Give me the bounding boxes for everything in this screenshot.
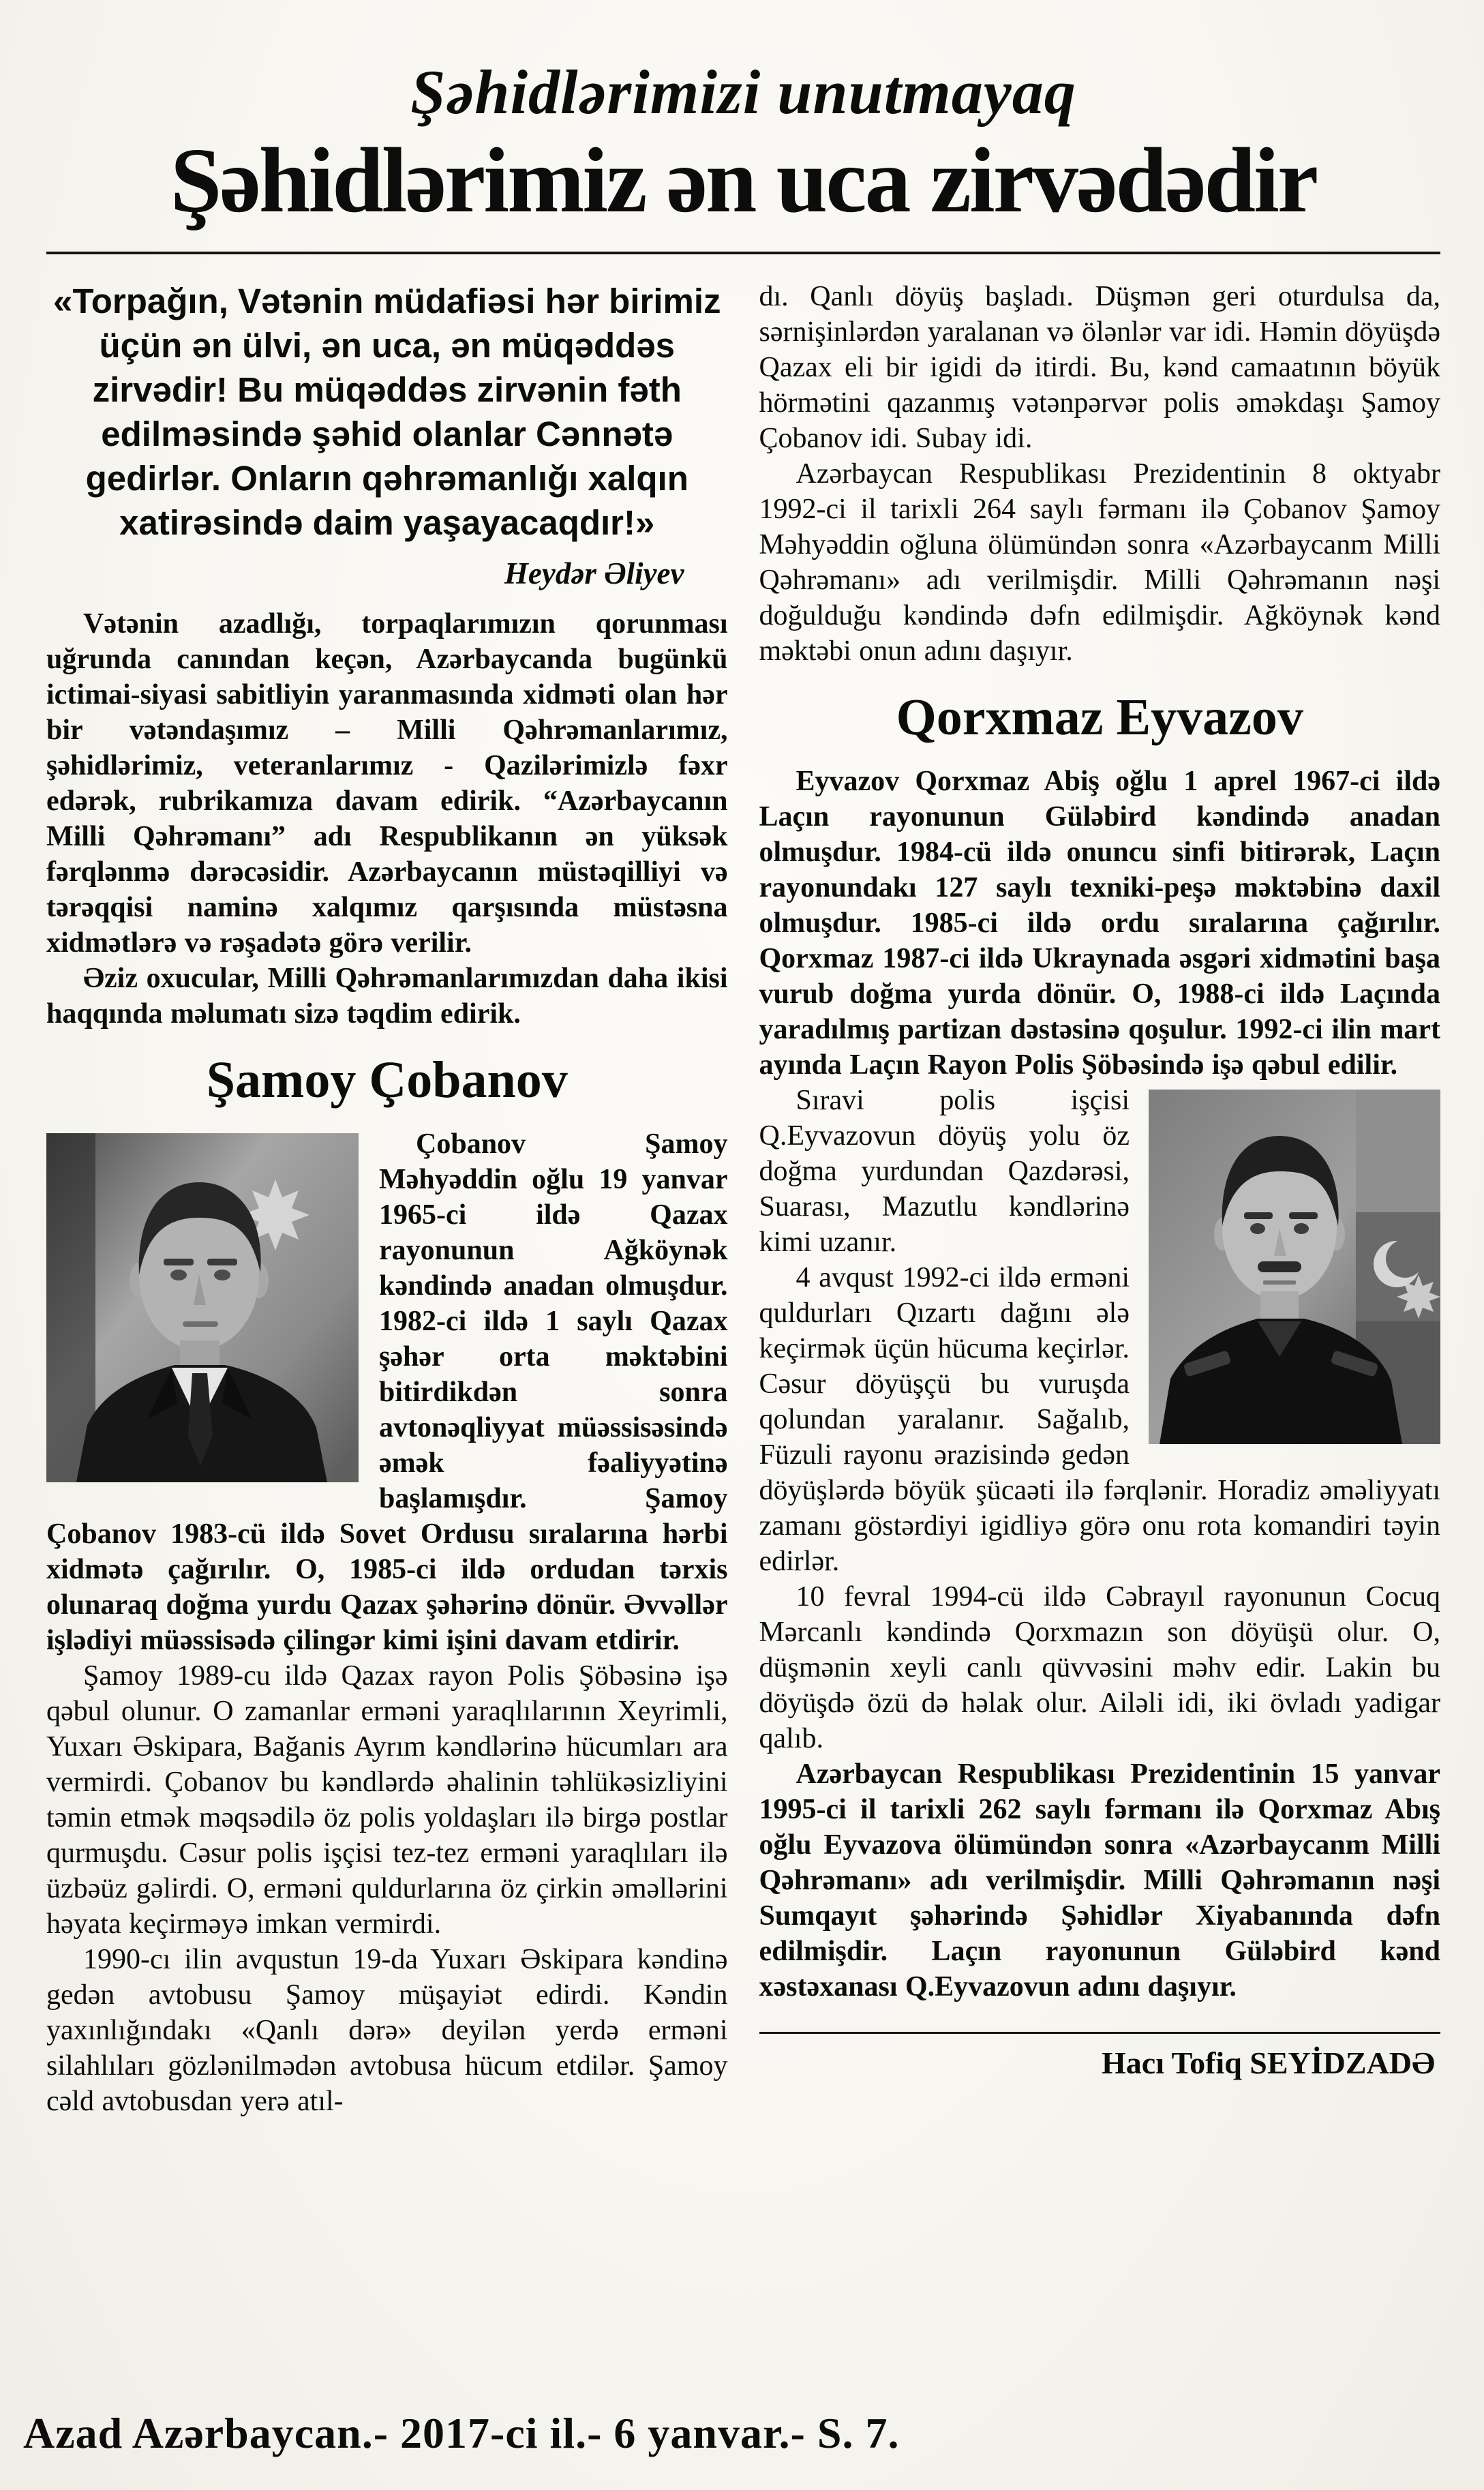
- qorxmaz-paragraph-3: 4 avqust 1992-ci ildə erməni quldurları Qızartı dağını ələ keçirmək üçün hücuma keçirlər. Cəsur döyüşçü bu vuruşda qolundan yaralanır. Sağalıb, Füzuli rayonu ərazisində gedən döyüşlərdə böyük şücaəti ilə fərqlənir. Horadiz əməliyyatı zamanı göstərdiyi igidliyə görə onu rota komandiri təyin edirlər.: [759, 1262, 1440, 1578]
- samoy-paragraph-2: Şamoy 1989-cu ildə Qazax rayon Polis Şöbəsinə işə qəbul olunur. O zamanlar erməni yaraqlılarının Xeyrimli, Yuxarı Əskipara, Bağanis Ayrım kəndlərinə hücumları ara vermirdi. Çobanov bu kəndlərdə əhalinin təhlükəsizliyini təmin etmək məqsədilə öz polis yoldaşları ilə birgə postlar qurmuşdu. Cəsur polis işçisi tez-tez erməni yaraqlıları ilə üzbəüz gəlirdi. O, erməni quldurlarına öz çirkin əməllərini həyata keçirməyə imkan vermirdi.: [46, 1660, 728, 1940]
- qorxmaz-paragraph-4: 10 fevral 1994-cü ildə Cəbrayıl rayonunun Cocuq Mərcanlı kəndində Qorxmazın son döyüşü olur. O, düşmənin xeyli canlı qüvvəsini məhv edir. Lakin bu döyüşdə özü də həlak olur. Ailəli idi, iki övladı yadigar qalıb.: [759, 1581, 1440, 1755]
- intro-paragraph-2: Əziz oxucular, Milli Qəhrəmanlarımızdan daha ikisi haqqında məlumatı sizə təqdim edirik.: [46, 962, 728, 1030]
- page-title: Şəhidlərimiz ən uca zirvədədir: [170, 130, 1317, 232]
- byline-divider: [759, 2032, 1441, 2034]
- samoy-paragraph-4: dı. Qanlı döyüş başladı. Düşmən geri oturdulsa da, sərnişinlərdən yaralanan və ölənlər var idi. Həmin döyüşdə Qazax eli bir igidi də itirdi. Bu, kənd camaatının böyük hörmətini qazanmış vətənpərvər polis əməkdaşı Şamoy Çobanov idi. Subay idi.: [759, 280, 1440, 454]
- qorxmaz-eyvazov-photo: [1149, 1090, 1440, 1444]
- samoy-paragraph-3: 1990-cı ilin avqustun 19-da Yuxarı Əskipara kəndinə gedən avtobusu Şamoy müşayiət edirdi. Kəndin yaxınlığındakı «Qanlı dərə» deyilən yerdə erməni silahlıları gözlənilmədən avtobusa hücum etdilər. Şamoy cəld avtobusdan yerə atıl-: [46, 1944, 728, 2118]
- samoy-paragraph-5: Azərbaycan Respublikası Prezidentinin 8 oktyabr 1992-ci il tarixli 264 saylı fərmanı ilə Çobanov Şamoy Məhyəddin oğluna ölümündən sonra «Azərbaycanm Milli Qəhrəmanı» adı verilmişdir. Milli Qəhrəmanın nəşi doğulduğu kəndində dəfn edilmişdir. Ağköynək kənd məktəbi onun adını daşıyır.: [759, 457, 1440, 667]
- qorxmaz-paragraph-1: Eyvazov Qorxmaz Abiş oğlu 1 aprel 1967-ci ildə Laçın rayonunun Güləbird kəndində anadan olmuşdur. 1984-cü ildə onuncu sinfi bitirərək, Laçın rayonundakı 127 saylı texniki-peşə məktəbinə daxil olmuşdur. 1985-ci ildə ordu sıralarına çağırılır. Qorxmaz 1987-ci ildə Ukraynada əsgəri xidmətini başa vurub doğma yurda dönür. O, 1988-ci ildə Laçında yaradılmış partizan dəstəsinə qoşulur. 1992-ci ilin mart ayında Laçın Rayon Polis Şöbəsində işə qəbul edilir.: [759, 766, 1440, 1081]
- article-columns: [46, 279, 1440, 2120]
- samoy-heading: Şamoy Çobanov: [206, 1051, 568, 1109]
- source-citation: Azad Azərbaycan.- 2017-ci il.- 6 yanvar.- S. 7.: [23, 2409, 900, 2457]
- qorxmaz-paragraph-2: Sıravi polis işçisi Q.Eyvazovun döyüş yolu öz doğma yurdundan Qazdərəsi, Suarası, Mazutlu kəndlərinə kimi uzanır.: [759, 1085, 1130, 1259]
- qorxmaz-portrait-illustration: [1149, 1090, 1440, 1444]
- kicker: Şəhidlərimizi unutmayaq: [410, 57, 1076, 127]
- headline-divider: [46, 252, 1440, 254]
- left-column: [46, 279, 728, 2120]
- masthead: [46, 56, 1440, 254]
- samoy-cobanov-photo: [46, 1133, 359, 1482]
- byline-block: [759, 2032, 1441, 2081]
- quote-attribution: Heydər Əliyev: [504, 556, 684, 590]
- qorxmaz-heading: Qorxmaz Eyvazov: [896, 688, 1303, 746]
- samoy-paragraph-1: Çobanov Şamoy Məhyəddin oğlu 19 yanvar 1965-ci ildə Qazax rayonunun Ağköynək kəndində anadan olmuşdur. 1982-ci ildə 1 saylı Qazax şəhər orta məktəbini bitirdikdən sonra avtonəqliyyat müəssisəsində əmək fəaliyyətinə başlamışdır. Şamoy Çobanov 1983-cü ildə Sovet Ordusu sıralarına hərbi xidmətə çağırılır. O, 1985-ci ildə ordudan tərxis olunaraq doğma yurdu Qazax şəhərinə dönür. Əvvəllər işlədiyi müəssisədə çilingər kimi işini davam etdirir.: [46, 1128, 728, 1657]
- intro-paragraph-1: Vətənin azadlığı, torpaqlarımızın qorunması uğrunda canından keçən, Azərbaycanda bugünkü ictimai-siyasi sabitliyin yaranmasında xidməti olan hər bir vətəndaşımız – Milli Qəhrəmanlarımız, şəhidlərimiz, veteranlarımız - Qazilərimizlə fəxr edərək, rubrikamıza davam edirik. “Azərbaycanın Milli Qəhrəmanı” adı Respublikanın ən yüksək fərqlənmə dərəcəsidir. Azərbaycanın müstəqilliyi və tərəqqisi naminə xalqımız qarşısında müstəsna xidmətlərə və rəşadətə görə verilir.: [46, 608, 728, 959]
- author-byline: Hacı Tofiq SEYİDZADƏ: [1102, 2045, 1435, 2081]
- samoy-portrait-illustration: [46, 1133, 359, 1482]
- qorxmaz-paragraph-5: Azərbaycan Respublikası Prezidentinin 15 yanvar 1995-ci il tarixli 262 saylı fərmanı ilə Qorxmaz Abış oğlu Eyvazova ölümündən sonra «Azərbaycanm Milli Qəhrəmanı» adı verilmişdir. Milli Qəhrəmanın nəşi Sumqayıt şəhərində Şəhidlər Xiyabanında dəfn edilmişdir. Laçın rayonunun Güləbird kənd xəstəxanası Q.Eyvazovun adını daşıyır.: [759, 1758, 1440, 2003]
- right-column: [759, 279, 1441, 2120]
- epigraph-quote: «Torpağın, Vətənin müdafiəsi hər birimiz üçün ən ülvi, ən uca, ən müqəddəs zirvədir! Bu müqəddəs zirvənin fəth edilməsində şəhid olanlar Cənnətə gedirlər. Onların qəhrəmanlığı xalqın xatirəsində daim yaşayacaqdır!»: [52, 281, 721, 542]
